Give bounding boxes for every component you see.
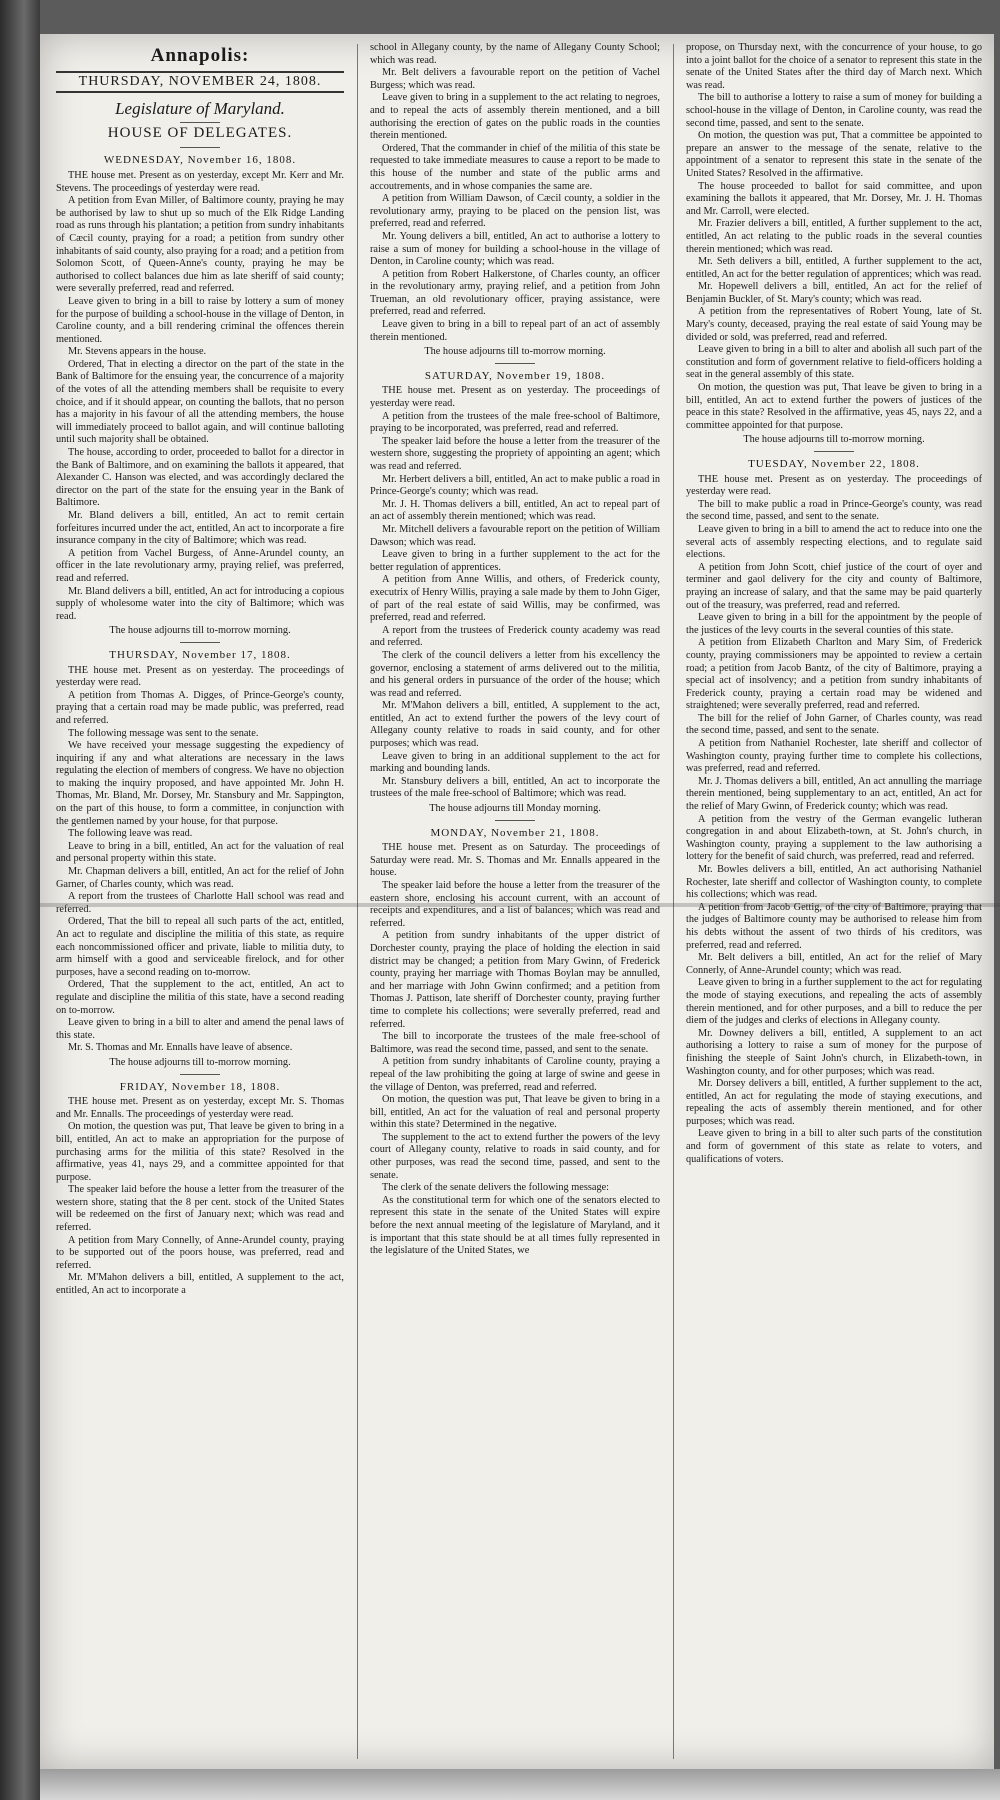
proceedings-paragraph: Leave given to bring in a bill to raise by lottery a sum of money for the purpose of building a school-house in the village of Denton, in Caroline county, and a bill rendering criminal the offences therein mentioned.: [56, 295, 344, 345]
proceedings-paragraph: THE house met. Present as on yesterday, except Mr. S. Thomas and Mr. Ennalls. The proceedings of yesterday were read.: [56, 1096, 344, 1120]
proceedings-paragraph: Ordered, That the supplement to the act, entitled, An act to regulate and discipline the militia of this state, have a second reading on to-morrow.: [56, 979, 344, 1016]
newspaper-page: [40, 34, 994, 1769]
proceedings-paragraph: Mr. J. H. Thomas delivers a bill, entitled, An act to repeal part of an act of assembly therein mentioned; which was read.: [370, 498, 660, 523]
proceedings-paragraph: The supplement to the act to extend further the powers of the levy court of Allegany county, relative to roads in said county, and for other purposes, was read the second time, passed, and sent to the senate.: [370, 1131, 660, 1181]
proceedings-paragraph: Mr. Herbert delivers a bill, entitled, An act to make public a road in Prince-George's county; which was read.: [370, 473, 660, 498]
column-2: [370, 42, 660, 1762]
proceedings-paragraph: A petition from the representatives of Robert Young, late of St. Mary's county, deceased, praying the real estate of said Young may be divided or sold, was preferred, read and referred.: [686, 306, 982, 343]
proceedings-paragraph: A petition from Vachel Burgess, of Anne-Arundel county, an officer in the late revolutionary army, praying relief, was preferred, read and referred.: [56, 547, 344, 584]
day-heading: FRIDAY, November 18, 1808.: [119, 1080, 281, 1093]
proceedings-paragraph: Leave to bring in a bill, entitled, An act for the valuation of real and personal property within this state.: [56, 840, 344, 865]
issue-date: THURSDAY, NOVEMBER 24, 1808.: [56, 71, 344, 94]
proceedings-paragraph: Mr. Downey delivers a bill, entitled, A supplement to an act authorising a lottery to raise a sum of money for the purpose of finishing the steeple of Saint John's church, in Elizabeth-town, in Washington county, and for other purposes; which was read.: [686, 1027, 982, 1077]
proceedings-paragraph: A petition from William Dawson, of Cæcil county, a soldier in the revolutionary army, praying to be placed on the pension list, was preferred, read and referred.: [370, 193, 660, 230]
scan-bottom-edge: [40, 1769, 1000, 1800]
column-rule: [357, 44, 358, 1759]
proceedings-paragraph: A petition from Nathaniel Rochester, late sheriff and collector of Washington county, praying further time to complete his collections, was preferred, read and referred.: [686, 738, 982, 775]
proceedings-paragraph: Ordered, That in electing a director on the part of the state in the Bank of Baltimore for the ensuing year, the concurrence of a majority of the votes of all the attending members shall be requisite to every choice, and if it should appear, on counting the ballots, that no person has a majority in his favour of all the attending members, the house will immediately proceed to ballot again, and will continue balloting until such majority shall be obtained.: [56, 358, 344, 446]
proceedings-paragraph: Leave given to bring in a further supplement to the act for regulating the mode of staying executions, and repealing the acts of assembly therein mentioned, and for other purposes, and a bill to reduce the per diem of the judges and clerks of elections in Allegany county.: [686, 977, 982, 1027]
divider: [495, 820, 535, 821]
proceedings-paragraph: Mr. S. Thomas and Mr. Ennalls have leave of absence.: [68, 1042, 293, 1054]
proceedings-paragraph: A petition from the trustees of the male free-school of Baltimore, praying to be incorporated, was preferred, read and referred.: [370, 410, 660, 435]
adjournment-line: The house adjourns till to-morrow morning.: [424, 346, 606, 358]
proceedings-paragraph: A petition from sundry inhabitants of Caroline county, praying a repeal of the law prohibiting the going at large of swine and geese in the village of Denton, was preferred, read and referred.: [370, 1056, 660, 1093]
proceedings-paragraph: Mr. Bowles delivers a bill, entitled, An act authorising Nathaniel Rochester, late sheriff and collector of Washington county, to complete his collections; which was read.: [686, 864, 982, 901]
proceedings-paragraph: Mr. Bland delivers a bill, entitled, An act for introducing a copious supply of wholesome water into the city of Baltimore; which was read.: [56, 585, 344, 622]
scan-left-edge: [0, 0, 40, 1800]
proceedings-paragraph: THE house met. Present as on yesterday. The proceedings of yesterday were read.: [686, 473, 982, 498]
proceedings-paragraph: Ordered, That the commander in chief of the militia of this state be requested to take immediate measures to cause a report to be made to this house of the number and state of the public arms and accoutrements, and in whose companies the same are.: [370, 142, 660, 192]
proceedings-paragraph: On motion, the question was put, That leave be given to bring in a bill, entitled, An act for the valuation of real and personal property within this state? Determined in the negative.: [370, 1094, 660, 1131]
adjournment-line: The house adjourns till to-morrow morning.: [743, 434, 925, 446]
proceedings-paragraph: The bill to make public a road in Prince-George's county, was read the second time, passed, and sent to the senate.: [686, 498, 982, 523]
proceedings-paragraph: As the constitutional term for which one of the senators elected to represent this state in the senate of the United States will expire before the next annual meeting of the legislature of Maryland, and it is important that this state should be at all times fully represented in the legislature of the United States, we: [370, 1194, 660, 1257]
proceedings-paragraph: Mr. Hopewell delivers a bill, entitled, An act for the relief of Benjamin Buckler, of St. Mary's county; which was read.: [686, 281, 982, 305]
masthead: [56, 45, 344, 141]
proceedings-paragraph: Mr. Seth delivers a bill, entitled, A further supplement to the act, entitled, An act for the better regulation of apprentices; which was read.: [686, 256, 982, 280]
divider: [814, 451, 854, 452]
section-title: Legislature of Maryland.: [115, 99, 285, 119]
divider: [180, 642, 220, 643]
proceedings-paragraph: Mr. M'Mahon delivers a bill, entitled, A supplement to the act, entitled, An act to incorporate a: [56, 1272, 344, 1297]
proceedings-paragraph: The clerk of the council delivers a letter from his excellency the governor, enclosing a statement of arms delivered out to the militia, and his general orders in pursuance of the order of the house; which was read and referred.: [370, 649, 660, 699]
proceedings-paragraph: The speaker laid before the house a letter from the treasurer of the eastern shore, enclosing his account current, with an account of receipts and expenditures, and a list of balances; which was read and referred.: [370, 880, 660, 929]
proceedings-paragraph: THE house met. Present as on Saturday. The proceedings of Saturday were read. Mr. S. Thomas and Mr. Ennalls appeared in the house.: [370, 842, 660, 879]
proceedings-paragraph: Mr. Belt delivers a favourable report on the petition of Vachel Burgess; which was read.: [370, 67, 660, 91]
proceedings-paragraph: On motion, the question was put, That leave be given to bring in a bill, entitled, An act to make an appropriation for the purpose of purchasing arms for the militia of this state? Resolved in the affirmative, yeas 41, nays 29, and a committee appointed for that purpose.: [56, 1121, 344, 1183]
proceedings-paragraph: Leave given to bring in a bill to alter and abolish all such part of the constitution and form of government relative to field-officers holding a seat in the general assembly of this state.: [686, 344, 982, 381]
adjournment-line: The house adjourns till to-morrow morning.: [109, 1056, 291, 1068]
column-1: [56, 42, 344, 1762]
proceedings-paragraph: Leave given to bring in a supplement to the act relating to negroes, and to repeal the acts of assembly therein mentioned, and a bill authorising the erection of gates on the public roads in the counties therein mentioned.: [370, 92, 660, 142]
column-rule: [673, 44, 674, 1759]
proceedings-paragraph: A petition from Anne Willis, and others, of Frederick county, executrix of Henry Willis, praying a sale made by them to John Giger, of part of the real estate of said Willis, may be confirmed, was preferred, read and referred.: [370, 574, 660, 624]
proceedings-paragraph: A petition from sundry inhabitants of the upper district of Dorchester county, praying the place of holding the election in said district may be changed; a petition from Mary Gwinn, of Frederick county, praying her marriage with Thomas Boylan may be annulled, and her marriage with John Gwinn confirmed; and a petition from Thomas J. Pattison, late sheriff of Dorchester county, praying further time to complete his collections; were severally preferred, read and referred.: [370, 930, 660, 1030]
proceedings-paragraph: A petition from Evan Miller, of Baltimore county, praying he may be authorised by law to shut up so much of the Elk Ridge Landing road as runs through his plantation; a petition from sundry inhabitants of Cæcil county, praying for a road; a petition from sundry other inhabitants of said county, also praying for a road; and a petition from Solomon Scott, of Queen-Anne's county, praying he may be authorised to collect balances due him as late sheriff of said county; were severally preferred, read and referred.: [56, 195, 344, 295]
proceedings-paragraph: Leave given to bring in a bill to amend the act to reduce into one the several acts of assembly respecting elections, and to regulate said elections.: [686, 523, 982, 561]
proceedings-paragraph: Mr. Stansbury delivers a bill, entitled, An act to incorporate the trustees of the male free-school of Baltimore; which was read.: [370, 775, 660, 800]
proceedings-paragraph: Mr. Belt delivers a bill, entitled, An act for the relief of Mary Connerly, of Anne-Arundel county; which was read.: [686, 952, 982, 976]
proceedings-paragraph: The speaker laid before the house a letter from the treasurer of the western shore, suggesting the propriety of appointing an agent; which was read and referred.: [370, 435, 660, 472]
proceedings-paragraph: A petition from Mary Connelly, of Anne-Arundel county, praying to be supported out of the poors house, was preferred, read and referred.: [56, 1234, 344, 1271]
fold-line: [40, 903, 1000, 907]
column-3: [686, 42, 982, 1762]
proceedings-paragraph: The speaker laid before the house a letter from the treasurer of the western shore, stating that the 8 per cent. stock of the United States will be redeemed on the first of January next; which was read and referred.: [56, 1184, 344, 1234]
proceedings-paragraph: A petition from John Scott, chief justice of the court of oyer and terminer and gaol delivery for the city and county of Baltimore, praying an increase of salary, and that the same may be paid quarterly out of the treasury, was preferred, read and referred.: [686, 561, 982, 611]
proceedings-paragraph: THE house met. Present as on yesterday, except Mr. Kerr and Mr. Stevens. The proceedings of yesterday were read.: [56, 169, 344, 194]
adjournment-line: The house adjourns till Monday morning.: [429, 803, 601, 815]
day-heading: THURSDAY, November 17, 1808.: [109, 648, 291, 661]
proceedings-paragraph: On motion, the question was put, That a committee be appointed to prepare an answer to the message of the senate, relative to the appointment of a senator to represent this state in the senate of the United States? Resolved in the affirmative.: [686, 130, 982, 179]
proceedings-paragraph: The bill to authorise a lottery to raise a sum of money for building a school-house in the village of Denton, in Caroline county, was read the second time, passed, and sent to the senate.: [686, 92, 982, 129]
proceedings-paragraph: A petition from Thomas A. Digges, of Prince-George's county, praying that a certain road may be made public, was preferred, read and referred.: [56, 689, 344, 726]
proceedings-paragraph: Leave given to bring in a bill to alter such parts of the constitution and form of government of this state as relate to voters, and qualifications of voters.: [686, 1128, 982, 1165]
proceedings-paragraph: A petition from Robert Halkerstone, of Charles county, an officer in the revolutionary army, praying relief, and a petition from John Trueman, an old revolutionary officer, praying assistance, were preferred, read and referred.: [370, 268, 660, 318]
proceedings-paragraph: Ordered, That the bill to repeal all such parts of the act, entitled, An act to regulate and discipline the militia of this state, as require each noncommissioned officer and private, liable to militia duty, to arm himself with a good and serviceable firelock, and for other purposes, have a second reading on to-morrow.: [56, 916, 344, 978]
proceedings-paragraph: The house proceeded to ballot for said committee, and upon examining the ballots it appeared, that Mr. Dorsey, Mr. J. H. Thomas and Mr. Carroll, were elected.: [686, 180, 982, 217]
divider: [180, 147, 220, 148]
adjournment-line: The house adjourns till to-morrow morning.: [109, 625, 291, 637]
proceedings-paragraph: Mr. Bland delivers a bill, entitled, An act to remit certain forfeitures incurred under the act, entitled, An act to incorporate a fire insurance company in the city of Baltimore; which was read.: [56, 510, 344, 547]
proceedings-paragraph: The clerk of the senate delivers the following message:: [382, 1182, 610, 1194]
proceedings-paragraph: Leave given to bring in a bill for the appointment by the people of the justices of the levy courts in the several counties of this state.: [686, 612, 982, 636]
proceedings-paragraph: Mr. Young delivers a bill, entitled, An act to authorise a lottery to raise a sum of money for building a school-house in the village of Denton, in Caroline county; which was read.: [370, 230, 660, 268]
proceedings-paragraph: propose, on Thursday next, with the concurrence of your house, to go into a joint ballot for the choice of a senator to represent this state in the senate of the United States after the third day of March next. Which was read.: [686, 42, 982, 91]
proceedings-paragraph: Leave given to bring in a bill to repeal part of an act of assembly therein mentioned.: [370, 319, 660, 343]
proceedings-paragraph: Mr. Dorsey delivers a bill, entitled, A further supplement to the act, entitled, An act for regulating the mode of staying executions, and repealing the acts of assembly therein mentioned, and for other purposes; which was read.: [686, 1078, 982, 1127]
proceedings-paragraph: school in Allegany county, by the name of Allegany County School; which was read.: [370, 42, 660, 66]
proceedings-paragraph: Leave given to bring in a bill to alter and amend the penal laws of this state.: [56, 1017, 344, 1041]
proceedings-paragraph: A report from the trustees of Frederick county academy was read and referred.: [370, 624, 660, 649]
proceedings-paragraph: A petition from Elizabeth Charlton and Mary Sim, of Frederick county, praying commissioners may be appointed to review a certain road; a petition from Jacob Bantz, of the city of Baltimore, praying a special act of insolvency; and a petition from sundry inhabitants of Frederick county, praying a certain road may be widened and straightened; were severally preferred, read and referred.: [686, 637, 982, 712]
proceedings-paragraph: The bill to incorporate the trustees of the male free-school of Baltimore, was read the second time, passed, and sent to the senate.: [370, 1031, 660, 1055]
proceedings-paragraph: The house, according to order, proceeded to ballot for a director in the Bank of Baltimore, and on examining the ballots it appeared, that Alexander C. Hanson was elected, and was accordingly declared the director on the part of the state for the ensuing year in the Bank of Baltimore.: [56, 447, 344, 509]
day-heading: SATURDAY, November 19, 1808.: [424, 369, 606, 382]
proceedings-paragraph: A petition from Jacob Gettig, of the city of Baltimore, praying that the judges of Baltimore county may be authorised to release him from his debts without the assent of two thirds of his creditors, was preferred, read and referred.: [686, 901, 982, 951]
proceedings-paragraph: The following leave was read.: [68, 828, 193, 840]
proceedings-paragraph: Mr. J. Thomas delivers a bill, entitled, An act annulling the marriage therein mentioned, being supplementary to an act, entitled, An act for the relief of Mary Gwinn, of Frederick county; which was read.: [686, 775, 982, 813]
proceedings-paragraph: We have received your message suggesting the expediency of inquiring if any and what alterations are necessary in the laws regulating the election of members of congress. We have no objection to making the inquiry proposed, and have appointed Mr. John H. Thomas, Mr. Bland, Mr. Dorsey, Mr. Stansbury and Mr. Sappington, on the part of this house, to form a committee, in conjunction with the gentlemen named by your house, for that purpose.: [56, 740, 344, 827]
proceedings-paragraph: Mr. M'Mahon delivers a bill, entitled, A supplement to the act, entitled, An act to extend further the powers of the levy court of Allegany county relative to roads in said county, and for other purposes; which was read.: [370, 700, 660, 750]
day-heading: TUESDAY, November 22, 1808.: [748, 458, 920, 470]
day-heading: WEDNESDAY, November 16, 1808.: [103, 154, 297, 167]
divider: [495, 363, 535, 364]
divider: [180, 122, 220, 123]
proceedings-paragraph: On motion, the question was put, That leave be given to bring in a bill, entitled, An act to extend further the powers of justices of the peace in this state? Resolved in the affirmative, yeas 45, nays 22, and a committee appointed for that purpose.: [686, 382, 982, 431]
proceedings-paragraph: The bill for the relief of John Garner, of Charles county, was read the second time, passed, and sent to the senate.: [686, 712, 982, 737]
proceedings-paragraph: THE house met. Present as on yesterday. The proceedings of yesterday were read.: [56, 664, 344, 689]
proceedings-paragraph: Mr. Mitchell delivers a favourable report on the petition of William Dawson; which was read.: [370, 523, 660, 548]
proceedings-paragraph: Leave given to bring in a further supplement to the act for the better regulation of apprentices.: [370, 549, 660, 573]
day-heading: MONDAY, November 21, 1808.: [430, 826, 600, 839]
proceedings-paragraph: THE house met. Present as on yesterday. The proceedings of yesterday were read.: [370, 385, 660, 410]
proceedings-paragraph: A petition from the vestry of the German evangelic lutheran congregation in and about Elizabeth-town, at St. John's church, in Washington county, praying a supplement to the law authorising a lottery for the benefit of said church, was preferred, read and referred.: [686, 813, 982, 863]
city-title: Annapolis:: [150, 45, 250, 66]
proceedings-paragraph: Mr. Chapman delivers a bill, entitled, An act for the relief of John Garner, of Charles county, which was read.: [56, 866, 344, 890]
proceedings-paragraph: A report from the trustees of Charlotte Hall school was read and referred.: [56, 891, 344, 915]
divider: [180, 1074, 220, 1075]
proceedings-paragraph: Mr. Stevens appears in the house.: [68, 346, 207, 358]
section-subtitle: HOUSE OF DELEGATES.: [107, 124, 293, 141]
proceedings-paragraph: Mr. Frazier delivers a bill, entitled, A further supplement to the act, entitled, An act relating to the public roads in the several counties therein mentioned; which was read.: [686, 218, 982, 255]
proceedings-paragraph: The following message was sent to the senate.: [68, 727, 259, 739]
proceedings-paragraph: Leave given to bring in an additional supplement to the act for marking and bounding lands.: [370, 750, 660, 775]
